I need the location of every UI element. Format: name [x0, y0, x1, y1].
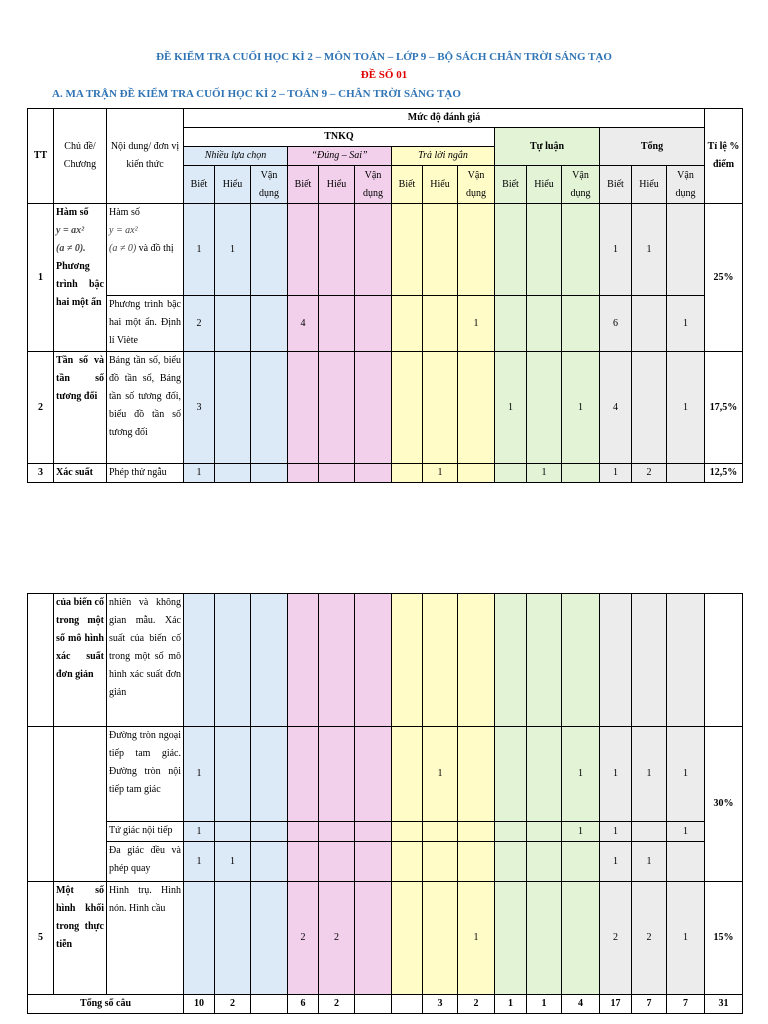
value-cell: [319, 464, 355, 483]
value-cell: [423, 882, 458, 995]
ti-le-cell: 12,5%: [705, 464, 743, 483]
section-heading: A. MA TRẬN ĐỀ KIỂM TRA CUỐI HỌC KÌ 2 – TOÁN 9 – CHÂN TRỜI SÁNG TẠO: [52, 88, 461, 100]
empty-cell: [355, 594, 392, 727]
header-nhieu-lua-chon: Nhiều lựa chọn: [184, 147, 288, 166]
empty-cell: [705, 594, 743, 727]
total-cell: 31: [705, 995, 743, 1014]
value-cell: [355, 822, 392, 842]
value-cell: [319, 296, 355, 352]
level-header: Biết: [288, 166, 319, 204]
value-cell: 4: [562, 995, 600, 1014]
value-cell: [495, 296, 527, 352]
matrix-table-part1: [27, 108, 743, 483]
value-cell: 2: [600, 882, 632, 995]
chu-de-cell: Một số hình khối trong thực tiễn: [54, 882, 107, 995]
value-cell: [562, 882, 600, 995]
row-tt: 2: [28, 352, 54, 464]
empty-cell: [632, 594, 667, 727]
value-cell: [458, 727, 495, 822]
value-cell: 6: [600, 296, 632, 352]
value-cell: 1: [423, 464, 458, 483]
value-cell: 17: [600, 995, 632, 1014]
value-cell: [215, 822, 251, 842]
level-header: Biết: [392, 166, 423, 204]
value-cell: 1: [215, 842, 251, 882]
noi-dung-cell: Phép thử ngẫu: [107, 464, 184, 483]
value-cell: [392, 296, 423, 352]
noi-dung-cell: Tứ giác nội tiếp: [107, 822, 184, 842]
level-header: Hiểu: [632, 166, 667, 204]
empty-cell: [28, 594, 54, 727]
value-cell: 2: [184, 296, 215, 352]
level-header: Biết: [600, 166, 632, 204]
value-cell: 1: [495, 352, 527, 464]
value-cell: [319, 352, 355, 464]
value-cell: 3: [423, 995, 458, 1014]
empty-cell: [527, 594, 562, 727]
value-cell: 4: [600, 352, 632, 464]
chu-de-cell: Xác suất: [54, 464, 107, 483]
value-cell: 1: [667, 822, 705, 842]
value-cell: [288, 727, 319, 822]
value-cell: [288, 352, 319, 464]
value-cell: [458, 352, 495, 464]
value-cell: 1: [495, 995, 527, 1014]
value-cell: 1: [423, 727, 458, 822]
value-cell: 1: [215, 204, 251, 296]
value-cell: [319, 822, 355, 842]
header-muc-do: Mức độ đánh giá: [184, 109, 705, 128]
value-cell: 1: [562, 727, 600, 822]
value-cell: [667, 204, 705, 296]
value-cell: 2: [632, 464, 667, 483]
value-cell: 1: [184, 464, 215, 483]
ti-le-cell: 30%: [705, 727, 743, 882]
value-cell: [392, 995, 423, 1014]
value-cell: 3: [184, 352, 215, 464]
value-cell: [392, 464, 423, 483]
value-cell: [392, 842, 423, 882]
row-tt: 3: [28, 464, 54, 483]
value-cell: [288, 842, 319, 882]
empty-cell: [667, 594, 705, 727]
level-header: Vận dụng: [562, 166, 600, 204]
value-cell: [527, 296, 562, 352]
value-cell: 1: [667, 882, 705, 995]
level-header: Vận dụng: [251, 166, 288, 204]
noi-dung-cell: Đường tròn ngoại tiếp tam giác. Đường tròn nội tiếp tam giác: [107, 727, 184, 822]
value-cell: [495, 464, 527, 483]
empty-cell: [251, 594, 288, 727]
row-tt: 5: [28, 882, 54, 995]
value-cell: [562, 296, 600, 352]
value-cell: [288, 822, 319, 842]
header-dung-sai: “Đúng – Sai”: [288, 147, 392, 166]
value-cell: [355, 842, 392, 882]
value-cell: 2: [632, 882, 667, 995]
value-cell: 1: [600, 822, 632, 842]
level-header: Vận dụng: [667, 166, 705, 204]
chu-de-cell: của biến cố trong một số mô hình xác suất đơn giản: [54, 594, 107, 727]
value-cell: 10: [184, 995, 215, 1014]
value-cell: [251, 995, 288, 1014]
value-cell: [458, 842, 495, 882]
header-tong: Tổng: [600, 128, 705, 166]
empty-cell: [423, 594, 458, 727]
value-cell: [215, 296, 251, 352]
value-cell: [251, 842, 288, 882]
value-cell: [251, 822, 288, 842]
value-cell: [251, 727, 288, 822]
empty-cell: [562, 594, 600, 727]
header-tu-luan: Tự luận: [495, 128, 600, 166]
value-cell: 1: [184, 204, 215, 296]
value-cell: 2: [319, 995, 355, 1014]
value-cell: 1: [527, 995, 562, 1014]
value-cell: [251, 352, 288, 464]
value-cell: [527, 727, 562, 822]
value-cell: [458, 464, 495, 483]
value-cell: 1: [458, 882, 495, 995]
empty-cell: [184, 594, 215, 727]
empty-cell: [288, 594, 319, 727]
value-cell: 1: [600, 842, 632, 882]
value-cell: 1: [632, 842, 667, 882]
value-cell: [527, 842, 562, 882]
value-cell: [251, 882, 288, 995]
value-cell: [184, 882, 215, 995]
header-tt: TT: [28, 109, 54, 204]
header-ti-le: Tỉ lệ % điểm: [705, 109, 743, 204]
value-cell: 1: [600, 204, 632, 296]
noi-dung-cell: Hàm số y = ax² (a ≠ 0) và đồ thị: [107, 204, 184, 296]
value-cell: [392, 727, 423, 822]
empty-cell: [215, 594, 251, 727]
chu-de-cell: Tần số và tần số tương đối: [54, 352, 107, 464]
value-cell: 2: [215, 995, 251, 1014]
noi-dung-cell: Đa giác đều và phép quay: [107, 842, 184, 882]
level-header: Vận dụng: [458, 166, 495, 204]
value-cell: [251, 464, 288, 483]
total-label: Tổng số câu: [28, 995, 184, 1014]
value-cell: 1: [667, 727, 705, 822]
noi-dung-cell: Phương trình bậc hai một ẩn. Định lí Viète: [107, 296, 184, 352]
noi-dung-cell: nhiên và không gian mẫu. Xác suất của biến cố trong một số mô hình xác suất đơn giản: [107, 594, 184, 727]
value-cell: [215, 882, 251, 995]
value-cell: [392, 822, 423, 842]
value-cell: 1: [562, 822, 600, 842]
value-cell: 1: [184, 842, 215, 882]
value-cell: [215, 464, 251, 483]
header-tnkq: TNKQ: [184, 128, 495, 147]
value-cell: [632, 296, 667, 352]
value-cell: [458, 822, 495, 842]
value-cell: [215, 352, 251, 464]
value-cell: 1: [667, 352, 705, 464]
value-cell: 4: [288, 296, 319, 352]
value-cell: [632, 352, 667, 464]
level-header: Biết: [495, 166, 527, 204]
value-cell: [495, 822, 527, 842]
value-cell: [423, 296, 458, 352]
value-cell: 1: [527, 464, 562, 483]
value-cell: [288, 204, 319, 296]
value-cell: [562, 464, 600, 483]
value-cell: 1: [562, 352, 600, 464]
value-cell: [562, 204, 600, 296]
level-header: Hiểu: [215, 166, 251, 204]
value-cell: 1: [667, 296, 705, 352]
value-cell: [355, 464, 392, 483]
value-cell: [319, 727, 355, 822]
value-cell: [355, 204, 392, 296]
value-cell: [527, 352, 562, 464]
value-cell: 6: [288, 995, 319, 1014]
empty-cell: [495, 594, 527, 727]
empty-cell: [458, 594, 495, 727]
value-cell: 1: [632, 204, 667, 296]
value-cell: [355, 882, 392, 995]
value-cell: 7: [667, 995, 705, 1014]
level-header: Hiểu: [319, 166, 355, 204]
value-cell: [319, 842, 355, 882]
value-cell: [355, 727, 392, 822]
value-cell: [632, 822, 667, 842]
value-cell: [458, 204, 495, 296]
level-header: Hiểu: [423, 166, 458, 204]
empty-cell: [28, 727, 54, 882]
value-cell: [667, 842, 705, 882]
value-cell: 1: [600, 464, 632, 483]
noi-dung-cell: Bảng tần số, biểu đồ tần số, Bảng tần số tương đối, biểu đồ tần số tương đối: [107, 352, 184, 464]
value-cell: [251, 296, 288, 352]
document-title: ĐỀ KIỂM TRA CUỐI HỌC KÌ 2 – MÔN TOÁN – LỚP 9 – BỘ SÁCH CHÂN TRỜI SÁNG TẠO: [156, 51, 612, 63]
header-tra-loi-ngan: Trả lời ngắn: [392, 147, 495, 166]
value-cell: [288, 464, 319, 483]
value-cell: 7: [632, 995, 667, 1014]
value-cell: [423, 822, 458, 842]
value-cell: 1: [184, 727, 215, 822]
value-cell: [562, 842, 600, 882]
value-cell: [423, 352, 458, 464]
level-header: Biết: [184, 166, 215, 204]
empty-cell: [54, 727, 107, 882]
value-cell: [495, 727, 527, 822]
value-cell: [495, 204, 527, 296]
value-cell: [251, 204, 288, 296]
exam-number: ĐỀ SỐ 01: [360, 69, 408, 81]
value-cell: [495, 882, 527, 995]
value-cell: [667, 464, 705, 483]
value-cell: 1: [632, 727, 667, 822]
empty-cell: [392, 594, 423, 727]
level-header: Vận dụng: [355, 166, 392, 204]
value-cell: [527, 882, 562, 995]
row-tt: 1: [28, 204, 54, 352]
value-cell: [392, 882, 423, 995]
noi-dung-cell: Hình trụ. Hình nón. Hình cầu: [107, 882, 184, 995]
value-cell: 1: [458, 296, 495, 352]
value-cell: [215, 727, 251, 822]
value-cell: 1: [184, 822, 215, 842]
matrix-table-part2: [27, 593, 743, 1014]
value-cell: 2: [319, 882, 355, 995]
ti-le-cell: 17,5%: [705, 352, 743, 464]
ti-le-cell: 25%: [705, 204, 743, 352]
value-cell: [423, 842, 458, 882]
value-cell: [527, 204, 562, 296]
value-cell: [392, 352, 423, 464]
value-cell: 1: [600, 727, 632, 822]
value-cell: [423, 204, 458, 296]
empty-cell: [600, 594, 632, 727]
level-header: Hiểu: [527, 166, 562, 204]
value-cell: 2: [458, 995, 495, 1014]
value-cell: [319, 204, 355, 296]
chu-de-cell: Hàm số y = ax² (a ≠ 0). Phương trình bậc hai một ẩn: [54, 204, 107, 352]
value-cell: [392, 204, 423, 296]
value-cell: 2: [288, 882, 319, 995]
value-cell: [355, 352, 392, 464]
header-noi-dung: Nội dung/ đơn vị kiến thức: [107, 109, 184, 204]
value-cell: [527, 822, 562, 842]
value-cell: [355, 995, 392, 1014]
header-chu-de: Chủ đề/ Chương: [54, 109, 107, 204]
value-cell: [495, 842, 527, 882]
value-cell: [355, 296, 392, 352]
empty-cell: [319, 594, 355, 727]
ti-le-cell: 15%: [705, 882, 743, 995]
